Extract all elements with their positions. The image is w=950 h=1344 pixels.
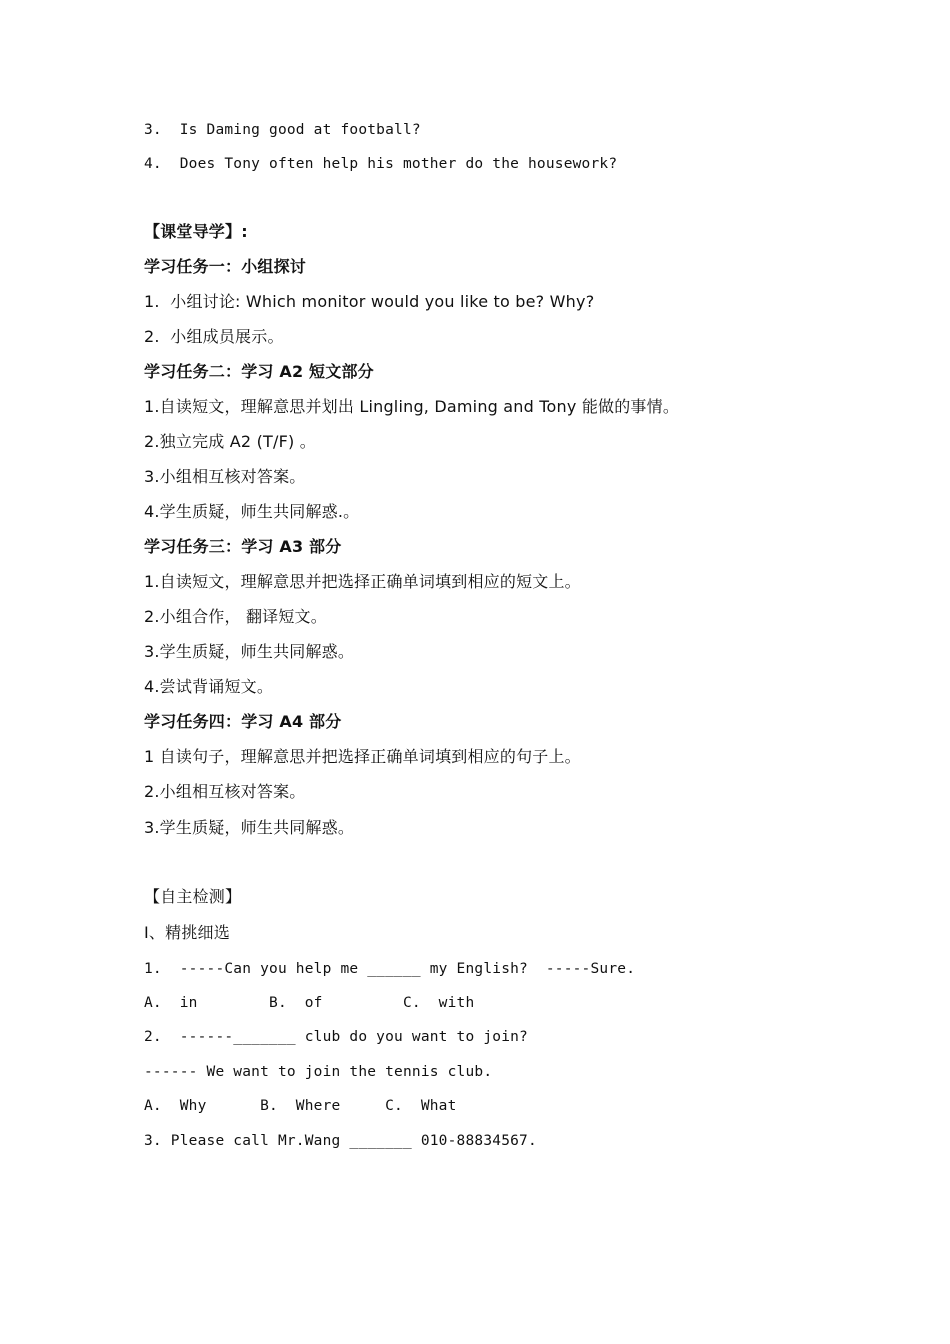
task4-item-1: 1 自读句子，理解意思并把选择正确单词填到相应的句子上。 xyxy=(144,747,581,766)
task3-item-3: 3.学生质疑，师生共同解惑。 xyxy=(144,642,355,661)
task2-item-2: 2.独立完成 A2 (T/F) 。 xyxy=(144,432,316,451)
mc-question-1-stem: 1. -----Can you help me ______ my English? -----Sure. xyxy=(144,961,636,977)
question-3: 3. Is Daming good at football? xyxy=(144,122,421,138)
task2-item-4: 4.学生质疑，师生共同解惑.。 xyxy=(144,502,360,521)
self-check-title: 【自主检测】 xyxy=(144,887,242,906)
task3-item-2: 2.小组合作， 翻译短文。 xyxy=(144,607,327,626)
class-guide-title: 【课堂导学】: xyxy=(144,222,248,241)
self-check-section: I、精挑细选 xyxy=(144,923,230,942)
mc-question-2-options: A. Why B. Where C. What xyxy=(144,1098,457,1114)
task3-item-4: 4.尝试背诵短文。 xyxy=(144,677,274,696)
task2-heading: 学习任务二：学习 A2 短文部分 xyxy=(144,362,374,381)
task4-item-3: 3.学生质疑，师生共同解惑。 xyxy=(144,818,355,837)
task3-item-1: 1.自读短文，理解意思并把选择正确单词填到相应的短文上。 xyxy=(144,572,581,591)
task1-item-1: 1. 小组讨论: Which monitor would you like to be? Why? xyxy=(144,292,595,311)
task3-heading: 学习任务三：学习 A3 部分 xyxy=(144,537,342,556)
task4-item-2: 2.小组相互核对答案。 xyxy=(144,782,306,801)
mc-question-1-options: A. in B. of C. with xyxy=(144,995,475,1011)
task2-item-1: 1.自读短文，理解意思并划出 Lingling, Daming and Tony 能做的事情。 xyxy=(144,397,680,416)
task4-heading: 学习任务四：学习 A4 部分 xyxy=(144,712,342,731)
task1-heading: 学习任务一：小组探讨 xyxy=(144,257,307,276)
mc-question-2-reply: ------ We want to join the tennis club. xyxy=(144,1064,493,1080)
question-4: 4. Does Tony often help his mother do the housework? xyxy=(144,156,618,172)
task2-item-3: 3.小组相互核对答案。 xyxy=(144,467,306,486)
mc-question-2-stem: 2. ------_______ club do you want to join? xyxy=(144,1029,528,1045)
mc-question-3-stem: 3. Please call Mr.Wang _______ 010-88834567. xyxy=(144,1133,537,1149)
task1-item-2: 2. 小组成员展示。 xyxy=(144,327,284,346)
